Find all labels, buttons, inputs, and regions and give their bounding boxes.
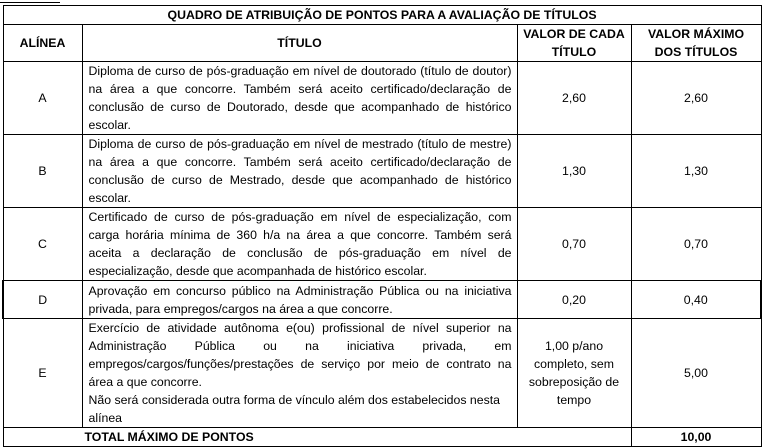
alinea-cell: B	[3, 135, 82, 208]
valor-cada-text: 1,00 p/ano completo, sem sobreposição de tempo	[528, 339, 620, 407]
header-valor-max-line1: VALOR MÁXIMO	[647, 27, 745, 41]
header-valor-cada-titulo	[517, 25, 631, 62]
alinea-cell: C	[3, 208, 82, 281]
valor-cada-cell: 2,60	[517, 62, 631, 135]
titulo-text: Exercício de atividade autônoma e(ou) profissional de nível superior na Administração Pública ou na iniciativa privada, em empregos/cargos/funções/prestações de serviço por meio de contrato na área a que concorre.	[88, 321, 512, 389]
valor-max-cell: 5,00	[631, 319, 761, 428]
valor-max-cell: 1,30	[631, 135, 761, 208]
titulo-cell: Diploma de curso de pós-graduação em nível de mestrado (título de mestre) na área a que concorre. Também será aceito certificado/declaração de conclusão de curso de Mestrado, desde que acompanhado de histórico escolar.	[82, 135, 517, 208]
alinea-cell: D	[3, 281, 82, 319]
total-value: 10,00	[631, 428, 761, 447]
titulo-note: Não será considerada outra forma de vínculo além dos estabelecidos nesta alínea	[88, 393, 501, 425]
header-valor-cada-line1: VALOR DE CADA	[523, 27, 625, 41]
table-row-highlighted	[3, 281, 761, 319]
valor-max-cell: 0,70	[631, 208, 761, 281]
header-titulo: TÍTULO	[82, 25, 517, 62]
cropped-previous-text	[0, 0, 60, 3]
points-attribution-table	[2, 5, 762, 447]
total-row	[3, 428, 761, 447]
table-row	[3, 62, 761, 135]
titulo-cell: Diploma de curso de pós-graduação em nível de doutorado (título de doutor) na área a que concorre. Também será aceito certificado/declaração de conclusão de curso de Doutorado, desde que acompanhado de histórico escolar.	[82, 62, 517, 135]
valor-max-cell: 2,60	[631, 62, 761, 135]
total-label: TOTAL MÁXIMO DE PONTOS	[3, 428, 631, 447]
titulo-cell: Certificado de curso de pós-graduação em nível de especialização, com carga horária mínima de 360 h/a na área a que concorre. Também será aceita a declaração de conclusão de pós-graduação em nível de especialização, desde que acompanhada de histórico escolar.	[82, 208, 517, 281]
valor-max-cell: 0,40	[631, 281, 761, 319]
titulo-cell: Aprovação em concurso público na Administração Pública ou na iniciativa privada, para empregos/cargos na área a que concorre.	[82, 281, 517, 319]
table-row	[3, 208, 761, 281]
valor-cada-cell: 1,30	[517, 135, 631, 208]
header-valor-maximo	[631, 25, 761, 62]
table-row	[3, 319, 761, 428]
alinea-cell: A	[3, 62, 82, 135]
table-row	[3, 135, 761, 208]
table-title: QUADRO DE ATRIBUIÇÃO DE PONTOS PARA A AVALIAÇÃO DE TÍTULOS	[3, 6, 761, 25]
valor-cada-cell: 0,70	[517, 208, 631, 281]
header-alinea: ALÍNEA	[3, 25, 82, 62]
header-valor-max-line2: DOS TÍTULOS	[654, 45, 738, 59]
titulo-cell	[82, 319, 517, 428]
header-valor-cada-line2: TÍTULO	[551, 45, 597, 59]
valor-cada-cell: 0,20	[517, 281, 631, 319]
alinea-cell: E	[3, 319, 82, 428]
valor-cada-cell	[517, 319, 631, 428]
